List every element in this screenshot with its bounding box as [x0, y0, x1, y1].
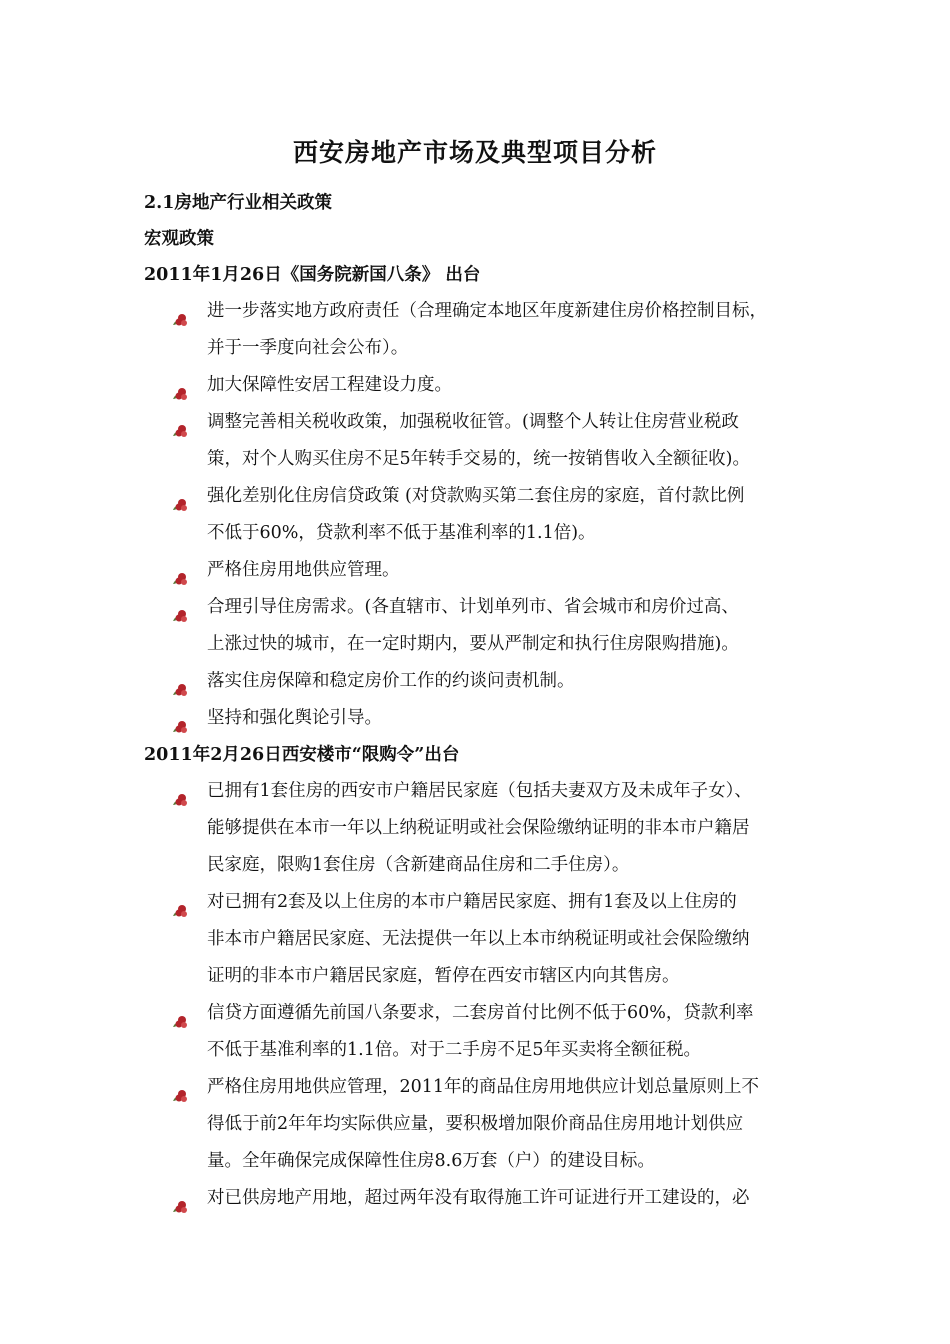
red-flower-bullet-icon — [172, 784, 188, 798]
list-item-text: 严格住房用地供应管理，2011年的商品住房用地供应计划总量原则上不 得低于前2年年均实际供应量，要积极增加限价商品住房用地计划供应 量。全年确保完成保障性住房8.6万套（户）的建设目标。 — [207, 1077, 760, 1171]
list-item-text: 对已供房地产用地，超过两年没有取得施工许可证进行开工建设的，必 — [207, 1188, 750, 1208]
red-flower-bullet-icon — [172, 415, 188, 429]
list-item — [144, 404, 824, 478]
list-item-text: 进一步落实地方政府责任（合理确定本地区年度新建住房价格控制目标， 并于一季度向社会公布）。 — [207, 301, 767, 358]
section-heading: 宏观政策 — [144, 229, 214, 249]
list-item — [144, 700, 824, 737]
list-item — [144, 773, 824, 884]
list-item-text: 落实住房保障和稳定房价工作的约谈问责机制。 — [207, 671, 575, 691]
red-flower-bullet-icon — [172, 378, 188, 392]
red-flower-bullet-icon — [172, 600, 188, 614]
list-item — [144, 884, 824, 995]
red-flower-bullet-icon — [172, 1006, 188, 1020]
list-item-text: 严格住房用地供应管理。 — [207, 560, 400, 580]
section-heading: 2.1房地产行业相关政策 — [144, 193, 332, 213]
red-flower-bullet-icon — [172, 1191, 188, 1205]
document-title: 西安房地产市场及典型项目分析 — [292, 138, 657, 167]
list-item-text: 强化差别化住房信贷政策 (对贷款购买第二套住房的家庭，首付款比例 不低于60%，贷款利率不低于基准利率的1.1倍)。 — [207, 486, 745, 543]
section-heading: 2011年2月26日西安楼市“限购令”出台 — [144, 745, 460, 765]
document-body — [144, 185, 824, 1217]
list-item-text: 已拥有1套住房的西安市户籍居民家庭（包括夫妻双方及未成年子女）、 能够提供在本市一年以上纳税证明或社会保险缴纳证明的非本市户籍居 民家庭，限购1套住房（含新建商品住房和二手住房）。 — [207, 781, 752, 875]
list-item-text: 调整完善相关税收政策，加强税收征管。(调整个人转让住房营业税政 策，对个人购买住房不足5年转手交易的，统一按销售收入全额征收)。 — [207, 412, 750, 469]
list-item — [144, 478, 824, 552]
list-item-text: 对已拥有2套及以上住房的本市户籍居民家庭、拥有1套及以上住房的 非本市户籍居民家庭、无法提供一年以上本市纳税证明或社会保险缴纳 证明的非本市户籍居民家庭，暂停在西安市辖区内向其售房。 — [207, 892, 750, 986]
list-item — [144, 1069, 824, 1180]
red-flower-bullet-icon — [172, 489, 188, 503]
list-item — [144, 663, 824, 700]
red-flower-bullet-icon — [172, 304, 188, 318]
red-flower-bullet-icon — [172, 711, 188, 725]
red-flower-bullet-icon — [172, 674, 188, 688]
list-item-text: 信贷方面遵循先前国八条要求，二套房首付比例不低于60%，贷款利率 不低于基准利率的1.1倍。对于二手房不足5年买卖将全额征税。 — [207, 1003, 754, 1060]
list-item — [144, 552, 824, 589]
list-item — [144, 589, 824, 663]
list-item — [144, 367, 824, 404]
red-flower-bullet-icon — [172, 1080, 188, 1094]
list-item — [144, 1180, 824, 1217]
list-item-text: 加大保障性安居工程建设力度。 — [207, 375, 452, 395]
list-item-text: 坚持和强化舆论引导。 — [207, 708, 382, 728]
list-item-text: 合理引导住房需求。(各直辖市、计划单列市、省会城市和房价过高、 上涨过快的城市，在一定时期内，要从严制定和执行住房限购措施)。 — [207, 597, 739, 654]
list-item — [144, 293, 824, 367]
red-flower-bullet-icon — [172, 895, 188, 909]
list-item — [144, 995, 824, 1069]
section-heading: 2011年1月26日《国务院新国八条》 出台 — [144, 265, 481, 285]
red-flower-bullet-icon — [172, 563, 188, 577]
